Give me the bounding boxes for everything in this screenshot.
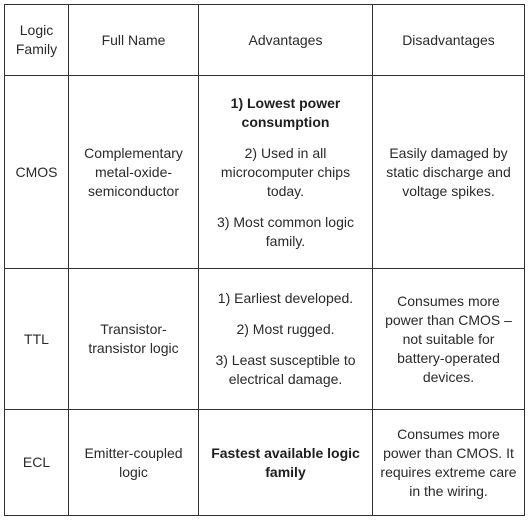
- header-disadvantages: Disadvantages: [373, 5, 525, 76]
- cell-family: CMOS: [5, 76, 69, 269]
- advantage-item: Fastest available logic family: [211, 444, 360, 480]
- cell-advantages: [199, 269, 373, 410]
- cell-full-name: Transistor-transistor logic: [69, 269, 199, 410]
- header-logic-family: Logic Family: [5, 5, 69, 76]
- cell-family: ECL: [5, 410, 69, 516]
- cell-disadvantages: Easily damaged by static discharge and voltage spikes.: [373, 76, 525, 269]
- advantage-item: 3) Most common logic family.: [217, 213, 354, 249]
- advantage-item: 3) Least susceptible to electrical damage.: [215, 352, 356, 387]
- cell-full-name: Complementary metal-oxide-semiconductor: [69, 76, 199, 269]
- advantage-item: 2) Most rugged.: [236, 321, 335, 337]
- cell-advantages: [199, 76, 373, 269]
- table-row: [5, 410, 525, 516]
- table-row: [5, 269, 525, 410]
- header-full-name: Full Name: [69, 5, 199, 76]
- advantage-item: 2) Used in all microcomputer chips today.: [220, 144, 351, 199]
- table-header-row: [5, 5, 525, 76]
- logic-family-table: [4, 4, 525, 516]
- cell-family: TTL: [5, 269, 69, 410]
- cell-advantages: [199, 410, 373, 516]
- cell-disadvantages: Consumes more power than CMOS. It requires extreme care in the wiring.: [373, 410, 525, 516]
- table-row: [5, 76, 525, 269]
- advantage-item: 1) Earliest developed.: [217, 290, 354, 306]
- cell-full-name: Emitter-coupled logic: [69, 410, 199, 516]
- cell-disadvantages: Consumes more power than CMOS – not suitable for battery-operated devices.: [373, 269, 525, 410]
- advantage-item: 1) Lowest power consumption: [230, 94, 341, 130]
- header-advantages: Advantages: [199, 5, 373, 76]
